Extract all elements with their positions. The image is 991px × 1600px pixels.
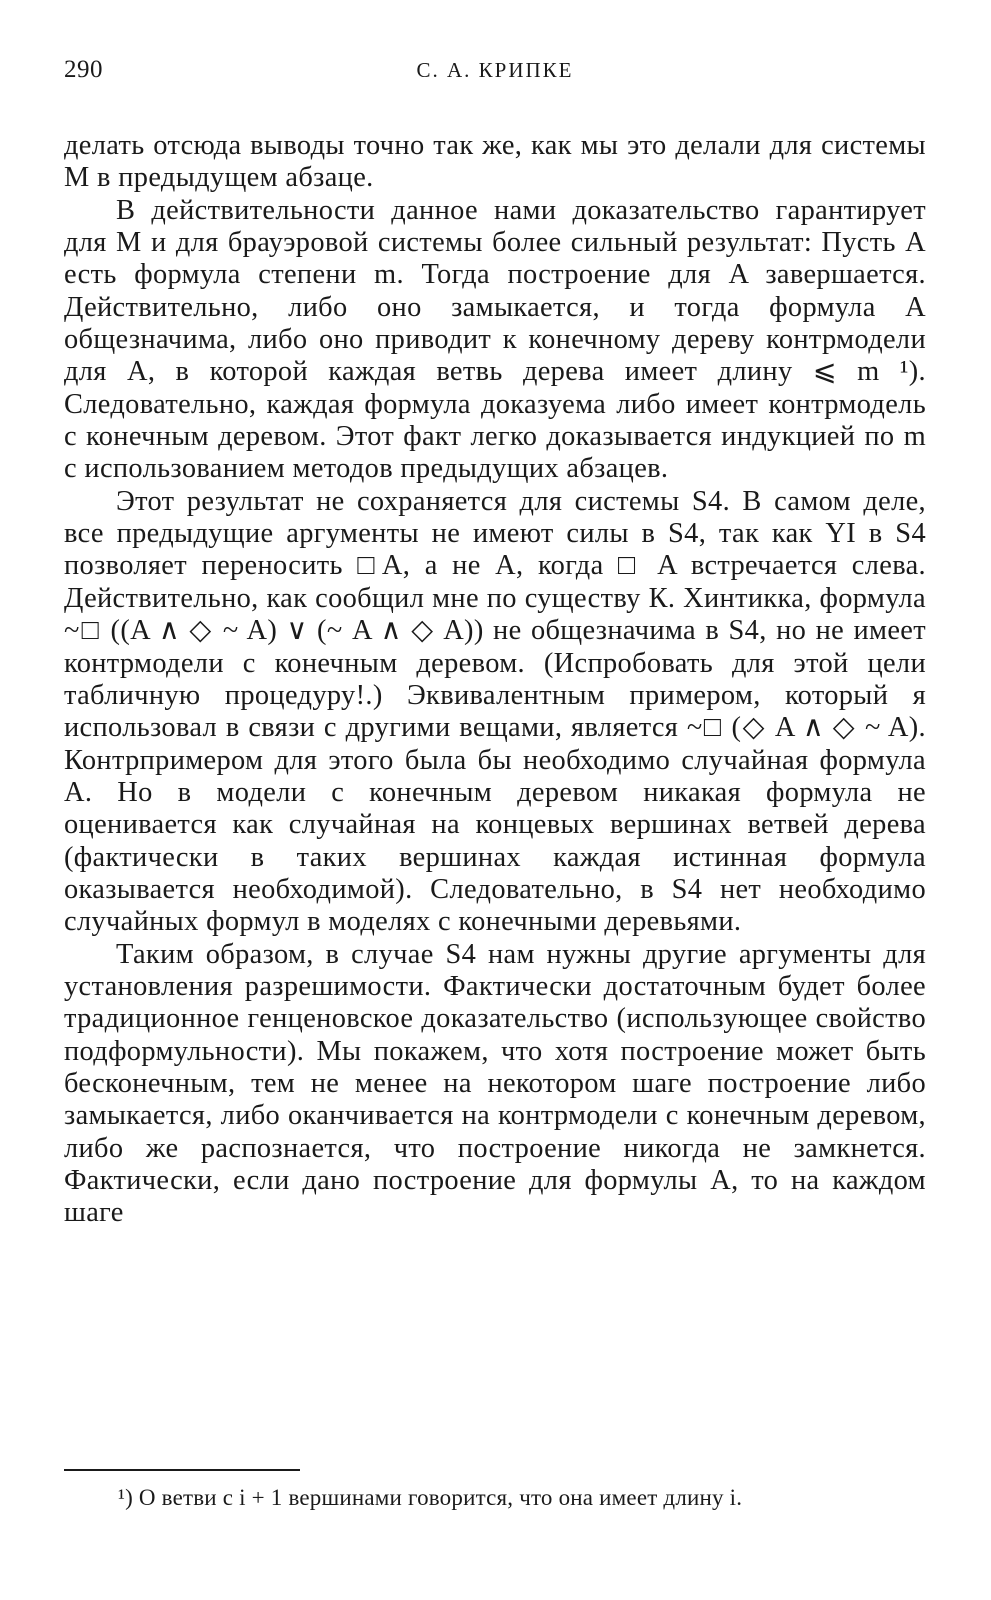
paragraph-1: делать отсюда выводы точно так же, как мы это делали для системы M в предыдущем абзаце. — [64, 130, 926, 194]
paragraph-3: Этот результат не сохраняется для системы S4. В самом деле, все предыдущие аргументы не имеют силы в S4, так как YI в S4 позволяет переносить □A, а не A, когда □ A встречается слева. Действительно, как сообщил мне по существу К. Хинтикка, формула ~□ ((A ∧ ◇ ~ A) ∨ (~ A ∧ ◇ A)) не общезначима в S4, но не имеет контрмодели с конечным деревом. (Испробовать для этой цели табличную процедуру!.) Эквивалентным примером, который я использовал в связи с другими вещами, является ~□ (◇ A ∧ ◇ ~ A). Контрпримером для этого была бы необходимо случайная формула A. Но в модели с конечным деревом никакая формула не оценивается как случайная на концевых вершинах ветвей дерева (фактически в таких вершинах каждая истинная формула оказывается необходимой). Следовательно, в S4 нет необходимо случайных формул в моделях с конечными деревьями. — [64, 485, 926, 938]
paragraph-4: Таким образом, в случае S4 нам нужны другие аргументы для установления разрешимости. Фактически достаточным будет более традиционное генценовское доказательство (использующее свойство подформульности). Мы покажем, что хотя построение может быть бесконечным, тем не менее на некотором шаге построение либо замыкается, либо оканчивается на контрмодели с конечным деревом, либо же распознается, что построение никогда не замкнется. Фактически, если дано построение для формулы A, то на каждом шаге — [64, 938, 926, 1229]
footnote-separator — [64, 1469, 300, 1471]
page-header — [64, 52, 926, 88]
page-number: 290 — [64, 56, 103, 83]
footnote: ¹) О ветви с i + 1 вершинами говорится, что она имеет длину i. — [118, 1485, 743, 1510]
paragraph-2: В действительности данное нами доказательство гарантирует для M и для брауэровой системы более сильный результат: Пусть A есть формула степени m. Тогда построение для A завершается. Действительно, либо оно замыкается, и тогда формула A общезначима, либо оно приводит к конечному дереву контрмодели для A, в которой каждая ветвь дерева имеет длину ⩽ m ¹). Следовательно, каждая формула доказуема либо имеет контрмодель с конечным деревом. Этот факт легко доказывается индукцией по m с использованием методов предыдущих абзацев. — [64, 194, 926, 485]
main-text — [64, 130, 926, 1230]
running-head: С. А. КРИПКЕ — [416, 58, 574, 82]
